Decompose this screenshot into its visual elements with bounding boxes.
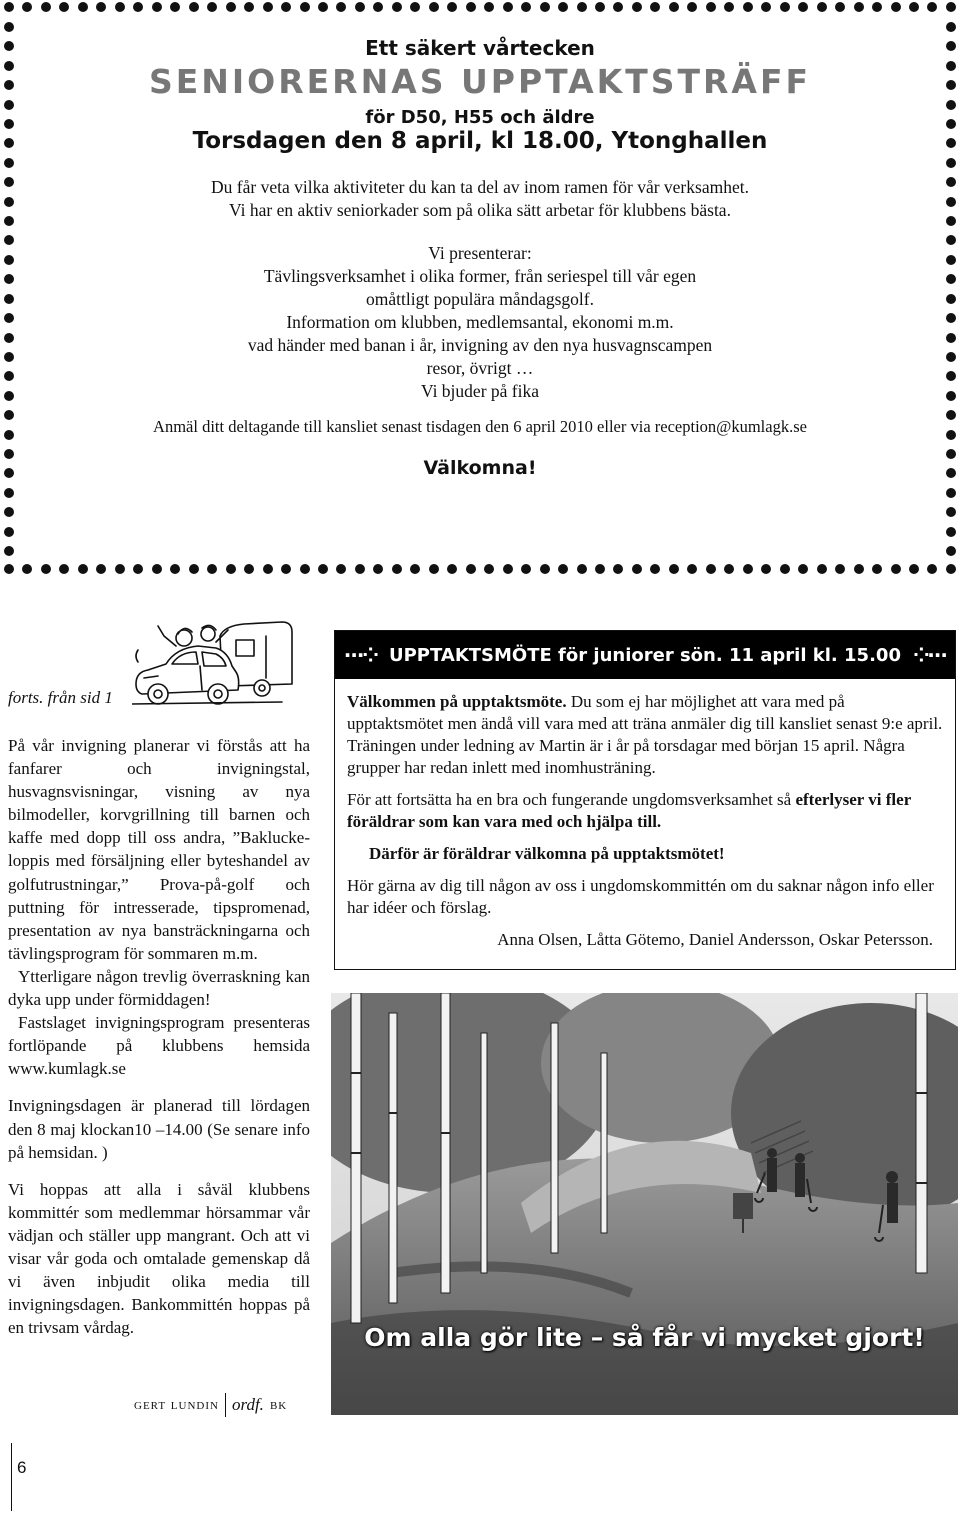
border-dot <box>59 2 69 12</box>
article-signature <box>134 1393 287 1417</box>
border-dot <box>4 216 14 226</box>
juniors-callout: Därför är föräldrar välkomna på upptaktsmötet! <box>369 844 725 863</box>
border-dot <box>577 2 587 12</box>
border-dot <box>336 564 346 574</box>
border-dot <box>4 507 14 517</box>
border-dot <box>96 564 106 574</box>
border-dot <box>946 80 956 90</box>
border-dot <box>946 410 956 420</box>
border-dot <box>207 564 217 574</box>
announcement-kicker: Ett säkert vårtecken <box>365 36 595 60</box>
juniors-paragraph: Hör gärna av dig till någon av oss i ungdomskommittén om du saknar någon info eller har idéer och förslag. <box>347 876 934 917</box>
border-dot <box>466 564 476 574</box>
border-dot <box>447 2 457 12</box>
border-dot <box>4 294 14 304</box>
border-dot <box>4 2 14 12</box>
border-dot <box>743 564 753 574</box>
signup-text: Anmäl ditt deltagande till kansliet senast tisdagen den 6 april 2010 eller via reception@kumlagk.se <box>153 417 807 436</box>
juniors-paragraph: Välkommen på upptaktsmöte. Du som ej har möjlighet att vara med på upptaktsmötet men ändå vill vara med att träna anmäler dig till kansliet senast 9:e april. Träningen under ledning av Martin är i år på torsdagar med början 15 april. Några grupper har redan inlett med inomhusträning. <box>347 692 943 777</box>
article-paragraph: Fastslaget invigningsprogram presenteras fortlöpande på klubbens hemsida www.kumlagk.se <box>8 1013 310 1079</box>
border-dot <box>946 313 956 323</box>
border-dot <box>669 2 679 12</box>
border-dot <box>669 564 679 574</box>
border-dot <box>170 564 180 574</box>
page-number-rule <box>11 1443 12 1511</box>
border-dot <box>946 2 956 12</box>
border-dot <box>4 527 14 537</box>
border-dot <box>373 2 383 12</box>
border-dot <box>521 2 531 12</box>
border-dot <box>355 564 365 574</box>
article-paragraph: På vår invigning planerar vi förstås att ha fanfarer och invigningstal, husvagnsvisningar, visning av nya bilmodeller, korvgrillning till barnen och kaffe med dopp till oss andra, ”Baklucke-loppis med försäljning eller byteshandel av golfutrustningar,” Prova-på-golf och puttning för intresserade, tipspromenad, presentation av nya bansträckningarna och tävlingsprogram för sommaren m.m. <box>8 736 310 963</box>
border-dot <box>4 22 14 32</box>
border-dot <box>835 564 845 574</box>
announcement-intro <box>40 176 920 222</box>
border-dot <box>263 564 273 574</box>
border-dot <box>743 2 753 12</box>
border-dot <box>687 564 697 574</box>
dotted-border-right <box>944 22 958 556</box>
border-dot <box>281 564 291 574</box>
signature-dept: bk <box>269 1396 288 1413</box>
border-dot <box>558 2 568 12</box>
border-dot <box>521 564 531 574</box>
border-dot <box>318 564 328 574</box>
senior-announcement <box>40 36 920 479</box>
juniors-body <box>335 679 955 951</box>
announcement-program <box>40 242 920 403</box>
border-dot <box>632 2 642 12</box>
border-dot <box>484 564 494 574</box>
juniors-heading: UPPTAKTSMÖTE för juniorer sön. 11 april kl. 15.00 <box>389 644 901 666</box>
border-dot <box>4 197 14 207</box>
border-dot <box>946 391 956 401</box>
border-dot <box>946 22 956 32</box>
program-line: Vi bjuder på fika <box>420 381 539 401</box>
border-dot <box>946 507 956 517</box>
border-dot <box>4 158 14 168</box>
border-dot <box>4 391 14 401</box>
program-line: Vi presenterar: <box>428 243 532 263</box>
border-dot <box>429 2 439 12</box>
announcement-date: Torsdagen den 8 april, kl 18.00, Ytonghallen <box>192 128 768 154</box>
border-dot <box>540 2 550 12</box>
border-dot <box>780 564 790 574</box>
border-dot <box>22 2 32 12</box>
article-paragraph: Vi hoppas att alla i såväl klubbens kommittér som medlemmar hörsammar vår vädjan och ställer upp mangrant. Och att vi visar vår goda och omtalade gemenskap då vi även inbjudit olika media till invigningsdagen. Bankommittén hoppas på en trivsam vårdag. <box>8 1179 310 1338</box>
invigning-article <box>8 734 310 1339</box>
border-dot <box>798 564 808 574</box>
border-dot <box>78 564 88 574</box>
border-dot <box>946 255 956 265</box>
border-dot <box>152 564 162 574</box>
border-dot <box>170 2 180 12</box>
border-dot <box>946 546 956 556</box>
border-dot <box>281 2 291 12</box>
border-dot <box>503 2 513 12</box>
border-dot <box>300 2 310 12</box>
program-line: Tävlingsverksamhet i olika former, från seriespel till vår egen <box>263 266 697 286</box>
border-dot <box>946 61 956 71</box>
dotted-border-left <box>2 22 16 556</box>
border-dot <box>650 2 660 12</box>
border-dot <box>263 2 273 12</box>
border-dot <box>595 2 605 12</box>
intro-line: Vi har en aktiv seniorkader som på olika sätt arbetar för klubbens bästa. <box>229 200 731 220</box>
border-dot <box>4 333 14 343</box>
juniors-paragraph: För att fortsätta ha en bra och fungerande ungdomsverksamhet så efterlyser vi fler föräldrar som kan vara med och hjälpa till. <box>347 790 911 831</box>
border-dot <box>4 274 14 284</box>
border-dot <box>503 564 513 574</box>
border-dot <box>891 564 901 574</box>
border-dot <box>798 2 808 12</box>
border-dot <box>466 2 476 12</box>
border-dot <box>244 2 254 12</box>
continued-note: forts. från sid 1 <box>8 688 113 707</box>
border-dot <box>133 2 143 12</box>
border-dot <box>78 2 88 12</box>
border-dot <box>780 2 790 12</box>
signature-role: ordf. <box>231 1395 264 1414</box>
border-dot <box>946 235 956 245</box>
border-dot <box>4 41 14 51</box>
welcome-text: Välkomna! <box>423 457 537 479</box>
program-line: Information om klubben, medlemsantal, ekonomi m.m. <box>286 312 674 332</box>
border-dot <box>133 564 143 574</box>
border-dot <box>4 410 14 420</box>
ornament-icon: ⋯⁘ <box>344 643 377 667</box>
border-dot <box>909 2 919 12</box>
border-dot <box>392 2 402 12</box>
announcement-subtitle: för D50, H55 och äldre <box>365 107 595 128</box>
car-caravan-illustration <box>132 606 300 718</box>
border-dot <box>909 564 919 574</box>
border-dot <box>4 449 14 459</box>
border-dot <box>761 564 771 574</box>
border-dot <box>558 564 568 574</box>
golf-course-photo <box>331 993 958 1415</box>
program-line: vad händer med banan i år, invigning av den nya husvagnscampen <box>247 335 713 355</box>
border-dot <box>4 430 14 440</box>
announcement-title: SENIORERNAS UPPTAKTSTRÄFF <box>148 62 812 101</box>
border-dot <box>540 564 550 574</box>
border-dot <box>41 2 51 12</box>
border-dot <box>650 564 660 574</box>
border-dot <box>946 527 956 537</box>
dotted-border-top <box>4 0 956 14</box>
border-dot <box>946 197 956 207</box>
program-line: omåttligt populära måndagsgolf. <box>366 289 594 309</box>
border-dot <box>318 2 328 12</box>
border-dot <box>4 488 14 498</box>
border-dot <box>4 235 14 245</box>
signature-name: gert lundin <box>134 1396 219 1413</box>
border-dot <box>4 119 14 129</box>
border-dot <box>946 41 956 51</box>
border-dot <box>946 430 956 440</box>
border-dot <box>226 2 236 12</box>
border-dot <box>872 2 882 12</box>
border-dot <box>946 333 956 343</box>
border-dot <box>244 564 254 574</box>
border-dot <box>189 564 199 574</box>
ornament-icon: ⁘⋯ <box>912 643 946 667</box>
border-dot <box>189 2 199 12</box>
border-dot <box>355 2 365 12</box>
border-dot <box>577 564 587 574</box>
juniors-heading-bar <box>335 631 955 679</box>
border-dot <box>115 564 125 574</box>
border-dot <box>4 352 14 362</box>
border-dot <box>706 564 716 574</box>
dotted-border-bottom <box>4 562 956 576</box>
photo-slogan: Om alla gör lite – så får vi mycket gjort! <box>364 1323 925 1352</box>
program-line: resor, övrigt … <box>426 358 534 378</box>
border-dot <box>4 313 14 323</box>
border-dot <box>946 294 956 304</box>
border-dot <box>946 449 956 459</box>
border-dot <box>632 564 642 574</box>
border-dot <box>946 468 956 478</box>
border-dot <box>336 2 346 12</box>
border-dot <box>946 119 956 129</box>
border-dot <box>484 2 494 12</box>
border-dot <box>410 564 420 574</box>
border-dot <box>373 564 383 574</box>
border-dot <box>817 564 827 574</box>
border-dot <box>4 371 14 381</box>
border-dot <box>4 177 14 187</box>
border-dot <box>872 564 882 574</box>
border-dot <box>927 564 937 574</box>
juniors-committee-names: Anna Olsen, Låtta Götemo, Daniel Andersson, Oskar Petersson. <box>497 930 933 949</box>
page-number: 6 <box>17 1458 27 1477</box>
border-dot <box>4 546 14 556</box>
border-dot <box>613 2 623 12</box>
border-dot <box>946 177 956 187</box>
border-dot <box>761 2 771 12</box>
border-dot <box>817 2 827 12</box>
border-dot <box>115 2 125 12</box>
border-dot <box>4 468 14 478</box>
border-dot <box>946 488 956 498</box>
juniors-box <box>334 630 956 970</box>
border-dot <box>613 564 623 574</box>
border-dot <box>595 564 605 574</box>
border-dot <box>946 371 956 381</box>
border-dot <box>4 255 14 265</box>
article-paragraph: Invigningsdagen är planerad till lördagen den 8 maj klockan10 –14.00 (Se senare info på hemsidan. ) <box>8 1096 310 1162</box>
border-dot <box>946 564 956 574</box>
border-dot <box>4 80 14 90</box>
border-dot <box>447 564 457 574</box>
border-dot <box>226 564 236 574</box>
border-dot <box>4 61 14 71</box>
border-dot <box>4 138 14 148</box>
border-dot <box>4 100 14 110</box>
border-dot <box>946 158 956 168</box>
border-dot <box>687 2 697 12</box>
border-dot <box>854 2 864 12</box>
intro-line: Du får veta vilka aktiviteter du kan ta del av inom ramen för vår verksamhet. <box>211 177 749 197</box>
border-dot <box>946 216 956 226</box>
border-dot <box>706 2 716 12</box>
border-dot <box>724 564 734 574</box>
border-dot <box>835 2 845 12</box>
border-dot <box>946 274 956 284</box>
border-dot <box>429 564 439 574</box>
border-dot <box>946 100 956 110</box>
border-dot <box>410 2 420 12</box>
border-dot <box>152 2 162 12</box>
border-dot <box>891 2 901 12</box>
border-dot <box>207 2 217 12</box>
border-dot <box>300 564 310 574</box>
border-dot <box>96 2 106 12</box>
border-dot <box>946 138 956 148</box>
border-dot <box>59 564 69 574</box>
border-dot <box>724 2 734 12</box>
border-dot <box>41 564 51 574</box>
border-dot <box>4 564 14 574</box>
article-paragraph: Ytterligare någon trevlig överraskning kan dyka upp under förmiddagen! <box>8 966 310 1010</box>
border-dot <box>854 564 864 574</box>
border-dot <box>946 352 956 362</box>
signature-divider <box>225 1393 226 1417</box>
border-dot <box>22 564 32 574</box>
border-dot <box>392 564 402 574</box>
border-dot <box>927 2 937 12</box>
